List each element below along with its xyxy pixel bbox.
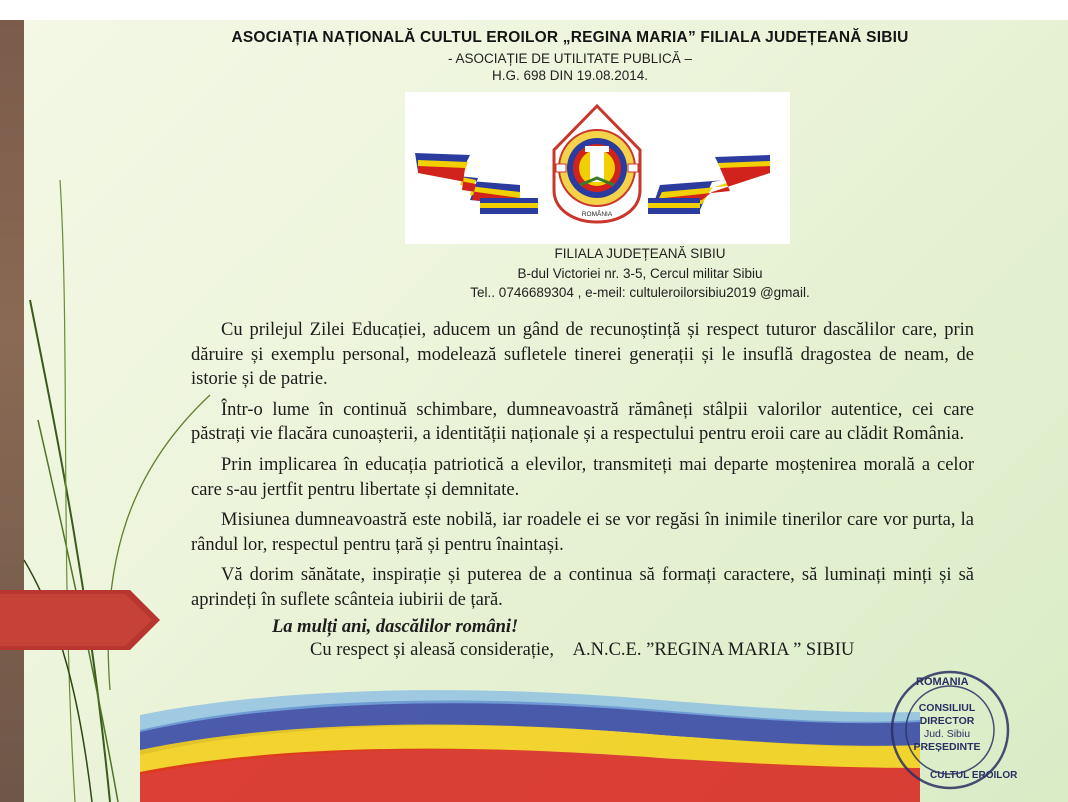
government-decision: H.G. 698 DIN 19.08.2014. [491, 68, 649, 83]
stamp-line: CONSILIUL [918, 702, 976, 714]
branch-contact: Tel.. 0746689304 , e-meil: cultuleroilorsibiu2019 @gmail. [470, 285, 810, 300]
stamp-line: PREȘEDINTE [913, 741, 981, 753]
stamp-country: ROMANIA [916, 676, 969, 688]
association-title: ASOCIAȚIA NAȚIONALĂ CULTUL EROILOR „REGINA MARIA” FILIALA JUDEȚEANĂ SIBIU [231, 29, 909, 46]
red-arrow-decoration [0, 590, 170, 650]
paragraph: Într-o lume în continuă schimbare, dumneavoastră rămâneți stâlpii valorilor autentice, cei care păstrați vie flacăra cunoașterii, a identității naționale și a respectului pentru eroii care au clădit România. [191, 399, 974, 445]
signature-lead: Cu respect și aleasă considerație, [310, 640, 554, 660]
stamp-line: Jud. Sibiu [923, 728, 971, 740]
paragraph: Misiunea dumneavoastră este nobilă, iar roadele ei se vor regăsi în inimile tinerilor care vor purta, la rândul lor, respectul pentru țară și pentru înaintași. [191, 510, 974, 555]
closing-greeting: La mulți ani, dascălilor români! [272, 617, 519, 637]
signature-organization: A.N.C.E. ”REGINA MARIA ” SIBIU [572, 640, 855, 660]
branch-name: FILIALA JUDEȚEANĂ SIBIU [554, 246, 726, 261]
letter-body [191, 318, 974, 619]
paragraph: Prin implicarea în educația patriotică a elevilor, transmiteți mai departe moștenirea morală a celor care s-au jertfit pentru libertate și demnitate. [191, 454, 974, 500]
signature-line [310, 640, 854, 661]
stamp-organization: CULTUL EROILOR [930, 770, 1018, 781]
stamp-line: DIRECTOR [919, 715, 975, 727]
rainbow-wave-decoration [140, 690, 920, 802]
branch-address: B-dul Victoriei nr. 3-5, Cercul militar Sibiu [517, 266, 763, 281]
heraldic-badge [554, 106, 640, 222]
right-flag-ribbon [648, 155, 770, 214]
association-subtitle: - ASOCIAȚIE DE UTILITATE PUBLICĂ – [447, 51, 693, 66]
left-flag-ribbon [415, 153, 538, 214]
emblem-bottom-text: ROMÂNIA [581, 211, 613, 218]
paragraph: Vă dorim sănătate, inspirație și puterea de a continua să formați caractere, să luminați minți și să aprindeți în suflete scânteia iubirii de țară. [191, 565, 974, 610]
paragraph: Cu prilejul Zilei Educației, aducem un gând de recunoștință și respect tuturor dascălilor care, prin dăruire și exemplu personal, modelează sufletele tinerei generații și le insuflă dragostea de neam, de istorie și de patrie. [191, 320, 974, 390]
